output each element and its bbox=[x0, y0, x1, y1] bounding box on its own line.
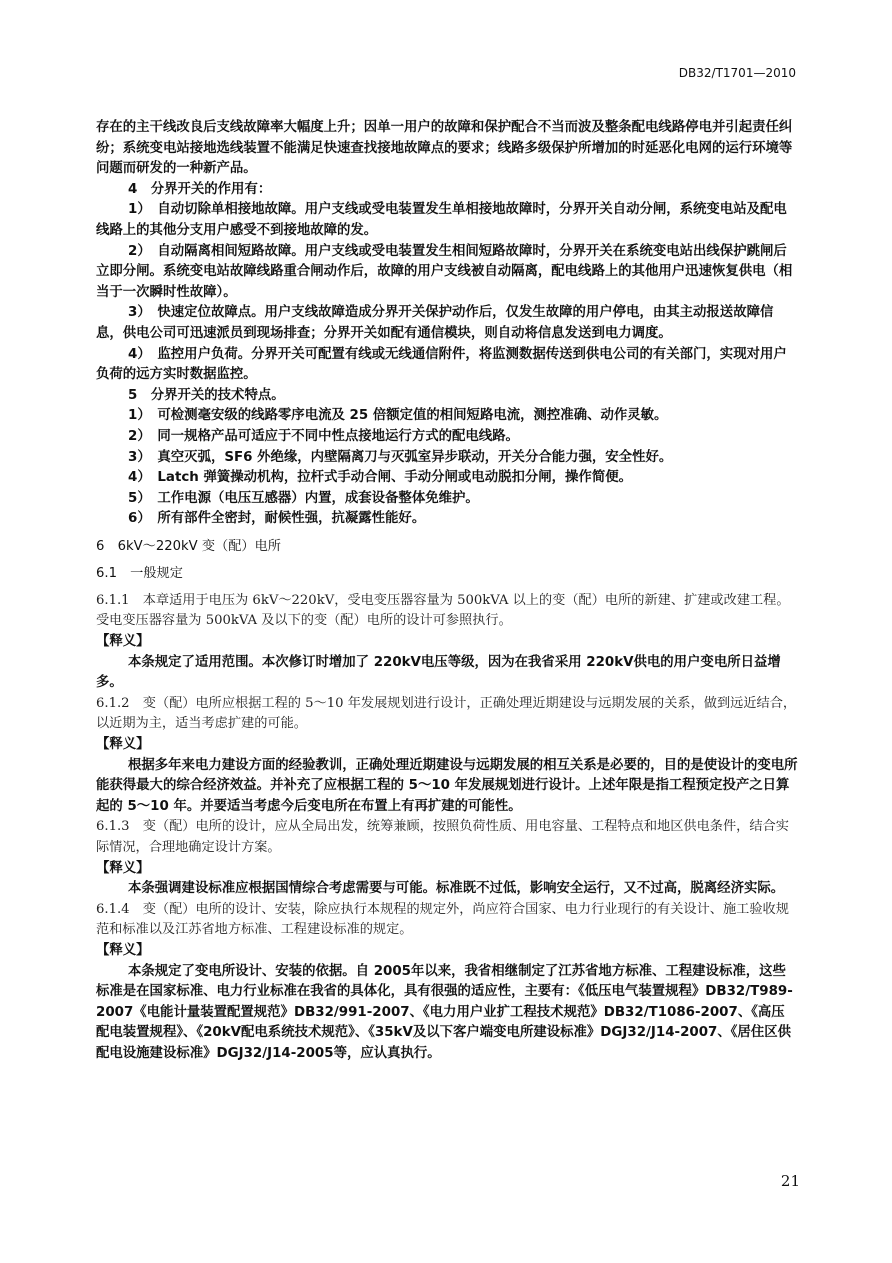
paragraph: 2） 自动隔离相间短路故障。用户支线或受电装置发生相间短路故障时，分界开关在系统变电站出线保护跳闸后立即分闸。系统变电站故障线路重合闸动作后，故障的用户支线被自动隔离，配电线路上的其他用户迅速恢复供电（相当于一次瞬时性故障）。 bbox=[96, 243, 793, 300]
paragraph: 4） 监控用户负荷。分界开关可配置有线或无线通信附件，将监测数据传送到供电公司的有关部门，实现对用户负荷的远方实时数据监控。 bbox=[96, 346, 787, 383]
paragraph: 3） 快速定位故障点。用户支线故障造成分界开关保护动作后，仅发生故障的用户停电，由其主动报送故障信息，供电公司可迅速派员到现场排查；分界开关如配有通信模块，则自动将信息发送到电力调度。 bbox=[96, 305, 774, 341]
paragraph: 4 分界开关的作用有： bbox=[128, 181, 272, 197]
paragraph: 3） 真空灭弧，SF6 外绝缘，内壁隔离刀与灭弧室异步联动，开关分合能力强，安全性好。 bbox=[128, 449, 673, 465]
document-body bbox=[96, 118, 798, 1065]
document-code-header: DB32/T1701—2010 bbox=[678, 66, 796, 80]
paragraph: 6.1.2 变（配）电所应根据工程的 5～10 年发展规划进行设计，正确处理近期建设与远期发展的关系，做到远近结合，以近期为主，适当考虑扩建的可能。 bbox=[96, 695, 797, 732]
interpretation-label: 【释义】 bbox=[96, 942, 150, 958]
interpretation-label: 【释义】 bbox=[96, 737, 150, 753]
paragraph: 6.1.1 本章适用于电压为 6kV～220kV，受电变压器容量为 500kVA 以上的变（配）电所的新建、扩建或改建工程。受电变压器容量为 500kVA 及以下的变（配）电所的设计可参照执行。 bbox=[96, 592, 790, 629]
page-number: 21 bbox=[780, 1172, 800, 1190]
paragraph: 本条规定了变电所设计、安装的依据。自 2005年以来，我省相继制定了江苏省地方标准、工程建设标准，这些标准是在国家标准、电力行业标准在我省的具体化，具有很强的适应性，主要有：《低压电气装置规程》DB32/T989-2007《电能计量装置配置规范》DB32/991-2007、《电力用户业扩工程技术规范》DB32/T1086-2007、《高压配电装置规程》、《20kV配电系统技术规范》、《35kV及以下客户端变电所建设标准》DGJ32/J14-2007、《居住区供配电设施建设标准》DGJ32/J14-2005等，应认真执行。 bbox=[96, 963, 793, 1061]
section-heading: 6.1 一般规定 bbox=[96, 565, 183, 581]
paragraph: 5 分界开关的技术特点。 bbox=[128, 387, 285, 403]
paragraph: 根据多年来电力建设方面的经验教训，正确处理近期建设与远期发展的相互关系是必要的，目的是使设计的变电所能获得最大的综合经济效益。并补充了应根据工程的 5～10 年发展规划进行设计。上述年限是指工程预定投产之日算起的 5～10 年。并要适当考虑今后变电所在布置上有再扩建的可能性。 bbox=[96, 757, 798, 814]
interpretation-label: 【释义】 bbox=[96, 634, 150, 650]
paragraph: 4） Latch 弹簧操动机构，拉杆式手动合闸、手动分闸或电动脱扣分闸，操作简便。 bbox=[128, 470, 632, 486]
paragraph: 6） 所有部件全密封，耐候性强，抗凝露性能好。 bbox=[128, 511, 426, 527]
section-heading: 6 6kV～220kV 变（配）电所 bbox=[96, 538, 281, 554]
paragraph: 2） 同一规格产品可适应于不同中性点接地运行方式的配电线路。 bbox=[128, 428, 519, 444]
paragraph: 1） 自动切除单相接地故障。用户支线或受电装置发生单相接地故障时，分界开关自动分闸，系统变电站及配电线路上的其他分支用户感受不到接地故障的发。 bbox=[96, 202, 787, 238]
paragraph: 6.1.3 变（配）电所的设计，应从全局出发，统筹兼顾，按照负荷性质、用电容量、工程特点和地区供电条件，结合实际情况，合理地确定设计方案。 bbox=[96, 819, 789, 855]
interpretation-label: 【释义】 bbox=[96, 860, 150, 876]
paragraph: 存在的主干线改良后支线故障率大幅度上升；因单一用户的故障和保护配合不当而波及整条配电线路停电并引起责任纠纷；系统变电站接地选线装置不能满足快速查找接地故障点的要求；线路多级保护所增加的时延恶化电网的运行环境等问题而研发的一种新产品。 bbox=[96, 120, 793, 177]
paragraph: 本条强调建设标准应根据国情综合考虑需要与可能。标准既不过低，影响安全运行，又不过高，脱离经济实际。 bbox=[128, 881, 785, 897]
paragraph: 5） 工作电源（电压互感器）内置，成套设备整体免维护。 bbox=[128, 490, 479, 506]
paragraph: 本条规定了适用范围。本次修订时增加了 220kV电压等级，因为在我省采用 220kV供电的用户变电所日益增多。 bbox=[96, 654, 781, 691]
paragraph: 6.1.4 变（配）电所的设计、安装，除应执行本规程的规定外，尚应符合国家、电力行业现行的有关设计、施工验收规范和标准以及江苏省地方标准、工程建设标准的规定。 bbox=[96, 901, 789, 938]
paragraph: 1） 可检测毫安级的线路零序电流及 25 倍额定值的相间短路电流，测控准确、动作灵敏。 bbox=[128, 408, 668, 424]
